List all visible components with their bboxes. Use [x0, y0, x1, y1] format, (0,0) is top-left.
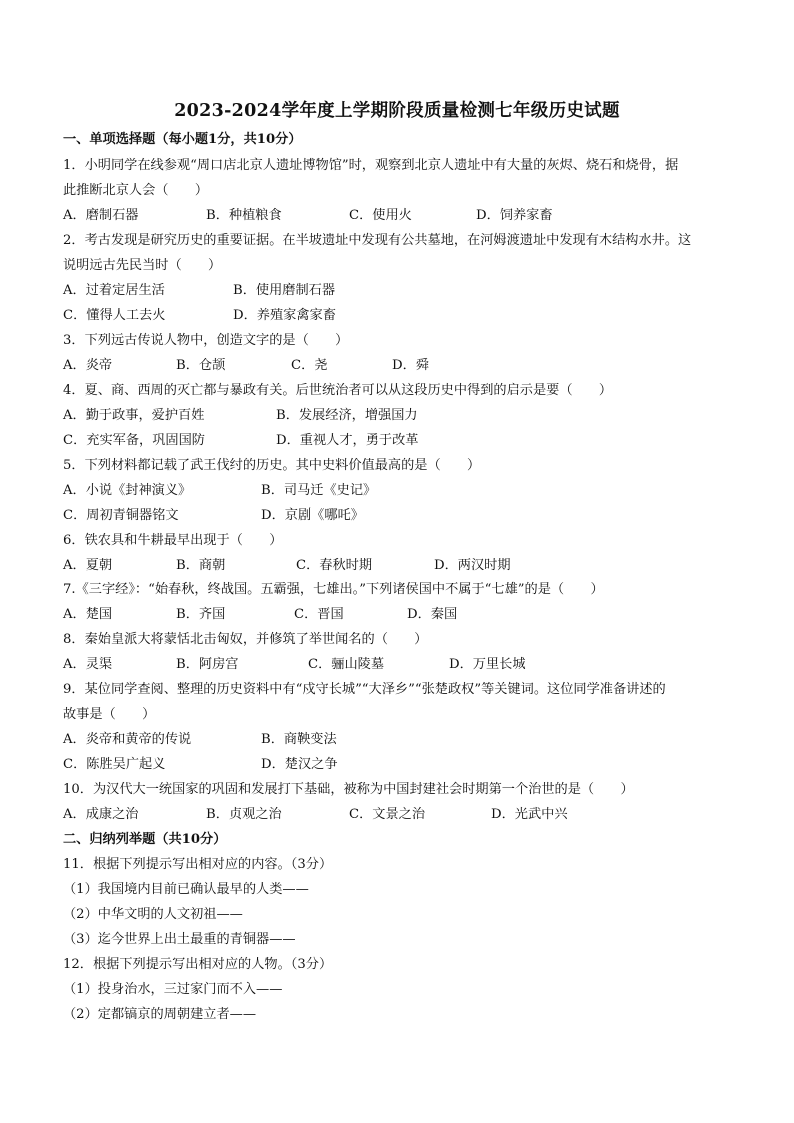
q10-option-a: A．成康之治	[63, 807, 139, 822]
q4-stem: 4．夏、商、西周的灭亡都与暴政有关。后世统治者可以从这段历史中得到的启示是要（ ）	[63, 383, 613, 398]
q6-option-b: B．商朝	[176, 558, 226, 573]
q11-item-2: （2）中华文明的人文初祖——	[63, 907, 243, 922]
exam-title: 2023-2024学年度上学期阶段质量检测七年级历史试题	[174, 101, 620, 121]
q7-stem: 7.《三字经》：“始春秋，终战国。五霸强，七雄出。”下列诸侯国中不属于“七雄”的是（ ）	[63, 582, 604, 597]
q8-option-a: A．灵渠	[63, 657, 113, 672]
q7-option-b: B．齐国	[176, 607, 226, 622]
q11-item-3: （3）迄今世界上出土最重的青铜器——	[63, 932, 296, 947]
q2-stem-line2: 说明远古先民当时（ ）	[63, 258, 222, 273]
q9-stem-line1: 9．某位同学查阅、整理的历史资料中有“戍守长城”“大泽乡”“张楚政权”等关键词。这位同学准备讲述的	[63, 682, 666, 697]
q2-option-c: C．懂得人工去火	[63, 308, 166, 323]
q7-option-a: A．楚国	[63, 607, 113, 622]
q8-option-d: D．万里长城	[449, 657, 526, 672]
q10-option-b: B．贞观之治	[206, 807, 282, 822]
q5-option-c: C．周初青铜器铭文	[63, 508, 179, 523]
q8-option-b: B．阿房宫	[176, 657, 239, 672]
q12-stem: 12．根据下列提示写出相对应的人物。（3分）	[63, 957, 333, 972]
q7-option-c: C．晋国	[294, 607, 344, 622]
q3-option-b: B．仓颉	[176, 358, 226, 373]
q9-option-b: B．商鞅变法	[261, 732, 337, 747]
q1-option-b: B．种植粮食	[206, 208, 282, 223]
q12-item-1: （1）投身治水，三过家门而不入——	[63, 982, 283, 997]
q3-option-c: C．尧	[291, 358, 328, 373]
q11-item-1: （1）我国境内目前已确认最早的人类——	[63, 882, 309, 897]
q5-stem: 5．下列材料都记载了武王伐纣的历史。其中史料价值最高的是（ ）	[63, 458, 481, 473]
q1-stem-line1: 1．小明同学在线参观“周口店北京人遗址博物馆”时，观察到北京人遗址中有大量的灰烬、烧石和烧骨，据	[63, 158, 679, 173]
q12-item-2: （2）定都镐京的周朝建立者——	[63, 1007, 257, 1022]
q9-option-d: D．楚汉之争	[261, 757, 338, 772]
q9-stem-line2: 故事是（ ）	[63, 707, 156, 722]
q5-option-d: D．京剧《哪吒》	[261, 508, 364, 523]
q4-option-d: D．重视人才，勇于改革	[276, 433, 419, 448]
section2-heading: 二、归纳列举题（共10分）	[63, 832, 227, 847]
q2-option-b: B．使用磨制石器	[233, 283, 336, 298]
q3-option-d: D．舜	[392, 358, 429, 373]
q4-option-c: C．充实军备，巩固国防	[63, 433, 205, 448]
q10-option-d: D．光武中兴	[491, 807, 568, 822]
q6-option-a: A．夏朝	[63, 558, 113, 573]
q1-stem-line2: 此推断北京人会（ ）	[63, 183, 209, 198]
q4-option-a: A．勤于政事，爱护百姓	[63, 408, 205, 423]
q8-option-c: C．骊山陵墓	[308, 657, 385, 672]
q2-stem-line1: 2．考古发现是研究历史的重要证据。在半坡遗址中发现有公共墓地，在河姆渡遗址中发现有木结构水井。这	[63, 233, 692, 248]
q1-option-d: D．饲养家畜	[476, 208, 553, 223]
q3-option-a: A．炎帝	[63, 358, 113, 373]
section1-heading: 一、单项选择题（每小题1分，共10分）	[63, 132, 302, 147]
q1-option-a: A．磨制石器	[63, 208, 139, 223]
q6-stem: 6．铁农具和牛耕最早出现于（ ）	[63, 533, 283, 548]
q9-option-a: A．炎帝和黄帝的传说	[63, 732, 192, 747]
q2-option-a: A．过着定居生活	[63, 283, 165, 298]
q7-option-d: D．秦国	[407, 607, 458, 622]
q5-option-b: B．司马迁《史记》	[261, 483, 377, 498]
q4-option-b: B．发展经济，增强国力	[276, 408, 418, 423]
q3-stem: 3．下列远古传说人物中，创造文字的是（ ）	[63, 333, 349, 348]
q8-stem: 8．秦始皇派大将蒙恬北击匈奴，并修筑了举世闻名的（ ）	[63, 632, 428, 647]
q1-option-c: C．使用火	[349, 208, 412, 223]
q6-option-d: D．两汉时期	[434, 558, 511, 573]
q9-option-c: C．陈胜吴广起义	[63, 757, 166, 772]
q5-option-a: A．小说《封神演义》	[63, 483, 192, 498]
q2-option-d: D．养殖家禽家畜	[233, 308, 336, 323]
q10-option-c: C．文景之治	[349, 807, 426, 822]
q6-option-c: C．春秋时期	[296, 558, 373, 573]
q10-stem: 10．为汉代大一统国家的巩固和发展打下基础，被称为中国封建社会时期第一个治世的是（ ）	[63, 782, 634, 797]
q11-stem: 11．根据下列提示写出相对应的内容。（3分）	[63, 857, 333, 872]
